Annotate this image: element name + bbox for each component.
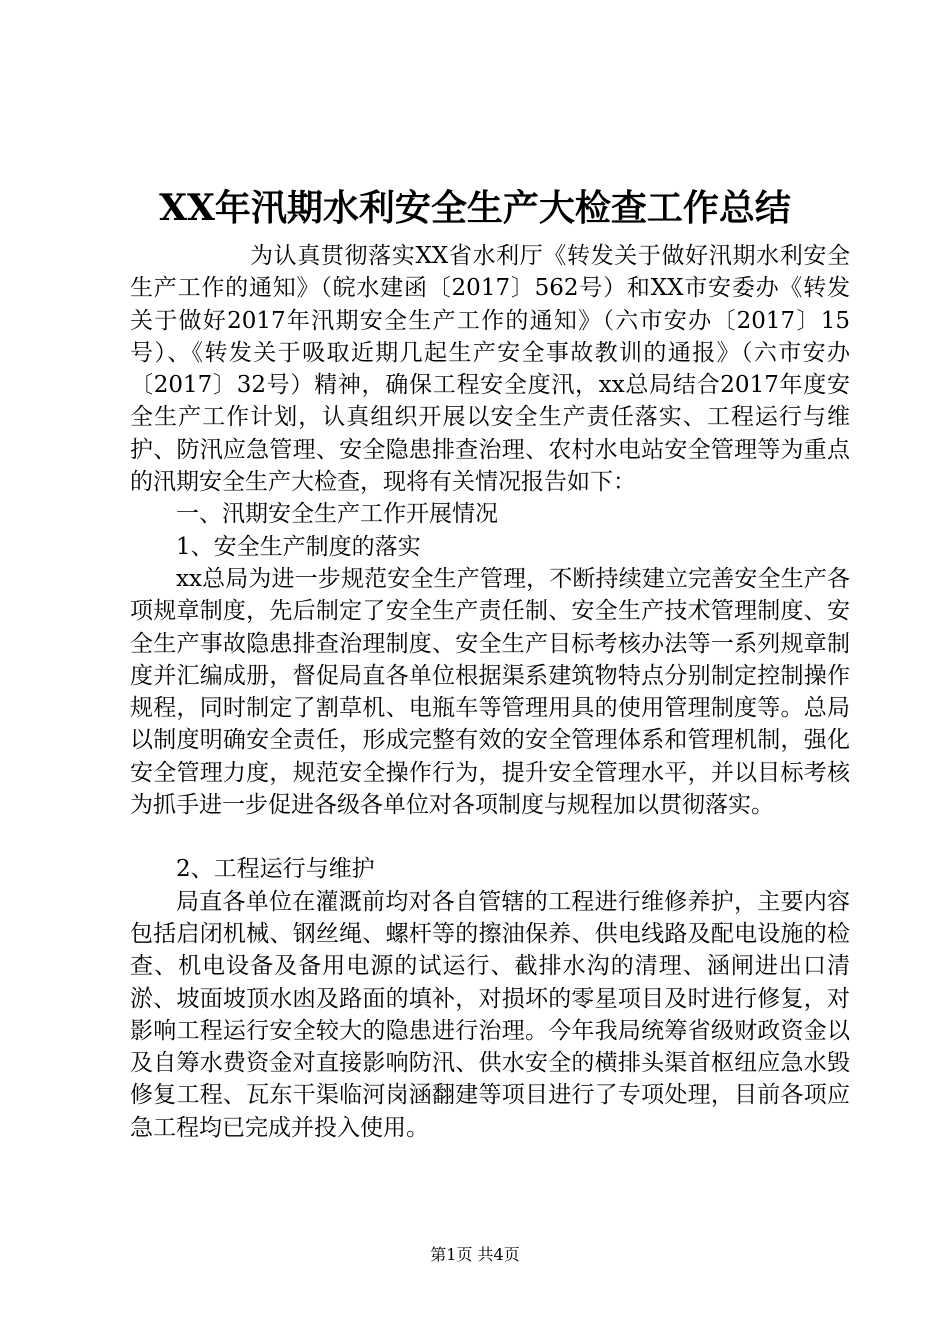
subsection-1-heading: 1、安全生产制度的落实 (176, 533, 421, 560)
document-title: XX年汛期水利安全生产大检查工作总结 (159, 187, 791, 229)
subsection-2-paragraph: 局直各单位在灌溉前均对各自管辖的工程进行维修养护，主要内容包括启闭机械、钢丝绳、螺杆等的擦油保养、供电线路及配电设施的检查、机电设备及备用电源的试运行、截排水沟的清理、涵闸进出口清淤、坡面坡顶水凼及路面的填补，对损坏的零星项目及时进行修复，对影响工程运行安全较大的隐患进行治理。今年我局统筹省级财政资金以及自筹水费资金对直接影响防汛、供水安全的横排头渠首枢纽应急水毁修复工程、瓦东干渠临河岗涵翻建等项目进行了专项处理，目前各项应急工程均已完成并投入使用。 (130, 888, 850, 1141)
subsection-2-heading: 2、工程运行与维护 (176, 856, 375, 883)
page-number-footer: 第1页 共4页 (430, 1245, 520, 1264)
paragraph-gap (130, 821, 850, 853)
document-body (130, 240, 850, 1144)
section-1-heading: 一、汛期安全生产工作开展情况 (176, 501, 498, 528)
subsection-1-paragraph: xx总局为进一步规范安全生产管理，不断持续建立完善安全生产各项规章制度，先后制定了安全生产责任制、安全生产技术管理制度、安全生产事故隐患排查治理制度、安全生产目标考核办法等一系列规章制度并汇编成册，督促局直各单位根据渠系建筑物特点分别制定控制操作规程，同时制定了割草机、电瓶车等管理用具的使用管理制度等。总局以制度明确安全责任，形成完整有效的安全管理体系和管理机制，强化安全管理力度，规范安全操作行为，提升安全管理水平，并以目标考核为抓手进一步促进各级各单位对各项制度与规程加以贯彻落实。 (130, 565, 850, 819)
intro-paragraph: 为认真贯彻落实XX省水利厅《转发关于做好汛期水利安全生产工作的通知》（皖水建函〔2017〕562号）和XX市安委办《转发关于做好2017年汛期安全生产工作的通知》（六市安办〔2017〕15号）、《转发关于吸取近期几起生产安全事故教训的通报》（六市安办〔2017〕32号）精神，确保工程安全度汛，xx总局结合2017年度安全生产工作计划，认真组织开展以安全生产责任落实、工程运行与维护、防汛应急管理、安全隐患排查治理、农村水电站安全管理等为重点的汛期安全生产大检查，现将有关情况报告如下： (130, 243, 850, 496)
